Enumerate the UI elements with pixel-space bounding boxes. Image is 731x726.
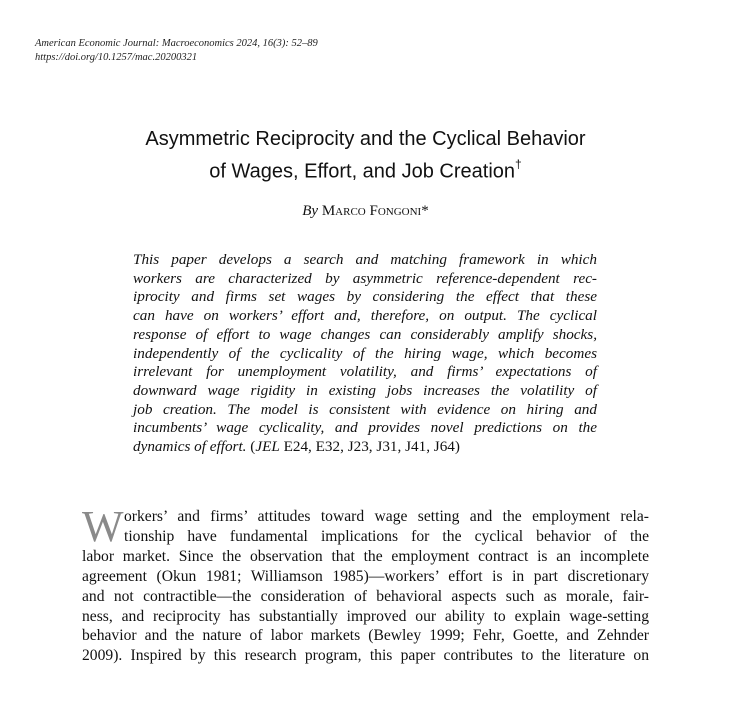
doi-link[interactable]: https://doi.org/10.1257/mac.20200321 [35, 52, 198, 63]
body-line: 2009). Inspired by this research program, this paper contributes to the literature on [82, 647, 649, 665]
abstract-line: response of effort to wage changes can considerably amplify shocks, [133, 325, 597, 343]
jel-open: ( [246, 438, 256, 456]
title-footnote-mark[interactable]: † [515, 157, 522, 171]
drop-cap-lines [124, 507, 649, 547]
title-line-2 [0, 153, 731, 186]
author-name: Marco Fongoni [321, 203, 422, 219]
author-footnote-mark[interactable]: * [421, 203, 429, 219]
journal-citation: American Economic Journal: Macroeconomics 2024, 16(3): 52–89 [35, 38, 318, 49]
abstract-line: job creation. The model is consistent with evidence on hiring and [133, 400, 597, 418]
body-line: and not contractible—the consideration of behavioral aspects such as morale, fair- [82, 587, 649, 605]
abstract-line: independently of the cyclicality of the hiring wage, which becomes [133, 344, 597, 362]
paper-title [0, 126, 731, 186]
body-paragraph [82, 502, 649, 666]
abstract-line: can have on workers’ effort and, therefore, on output. The cyclical [133, 307, 597, 325]
body-line: agreement (Okun 1981; Williamson 1985)—workers’ effort is in part discretionary [82, 567, 649, 585]
body-line: tionship have fundamental implications for the cyclical behavior of the [124, 527, 649, 545]
abstract-line: irrelevant for unemployment volatility, and firms’ expectations of [133, 363, 597, 381]
abstract-line: This paper develops a search and matching framework in which [133, 251, 597, 268]
journal-header [35, 37, 318, 65]
author-byline [0, 203, 731, 220]
abstract [133, 251, 597, 457]
title-line-1: Asymmetric Reciprocity and the Cyclical Behavior [145, 128, 586, 150]
abstract-line: incumbents’ wage cyclicality, and provides novel predictions on the [133, 419, 597, 437]
abstract-last-text: dynamics of effort. [133, 438, 247, 456]
jel-label: JEL [255, 438, 280, 456]
jel-codes: E24, E32, J23, J31, J41, J64) [279, 438, 460, 456]
body-line: orkers’ and firms’ attitudes toward wage setting and the employment rela- [124, 508, 649, 525]
body-line: ness, and reciprocity has substantially improved our ability to explain wage-setting [82, 607, 649, 625]
abstract-line: iprocity and firms set wages by considering the effect that these [133, 288, 597, 306]
byline-by: By [302, 203, 319, 219]
body-line: labor market. Since the observation that the employment contract is an incomplete [82, 547, 649, 565]
abstract-last-line [133, 438, 597, 457]
abstract-line: downward wage rigidity in existing jobs increases the volatility of [133, 381, 597, 399]
abstract-line: workers are characterized by asymmetric reference-dependent rec- [133, 269, 597, 287]
drop-cap-block [82, 502, 649, 551]
body-line: behavior and the nature of labor markets (Bewley 1999; Fehr, Goette, and Zehnder [82, 627, 649, 645]
title-line-2-text: of Wages, Effort, and Job Creation [209, 160, 516, 183]
drop-cap: W [82, 502, 124, 551]
